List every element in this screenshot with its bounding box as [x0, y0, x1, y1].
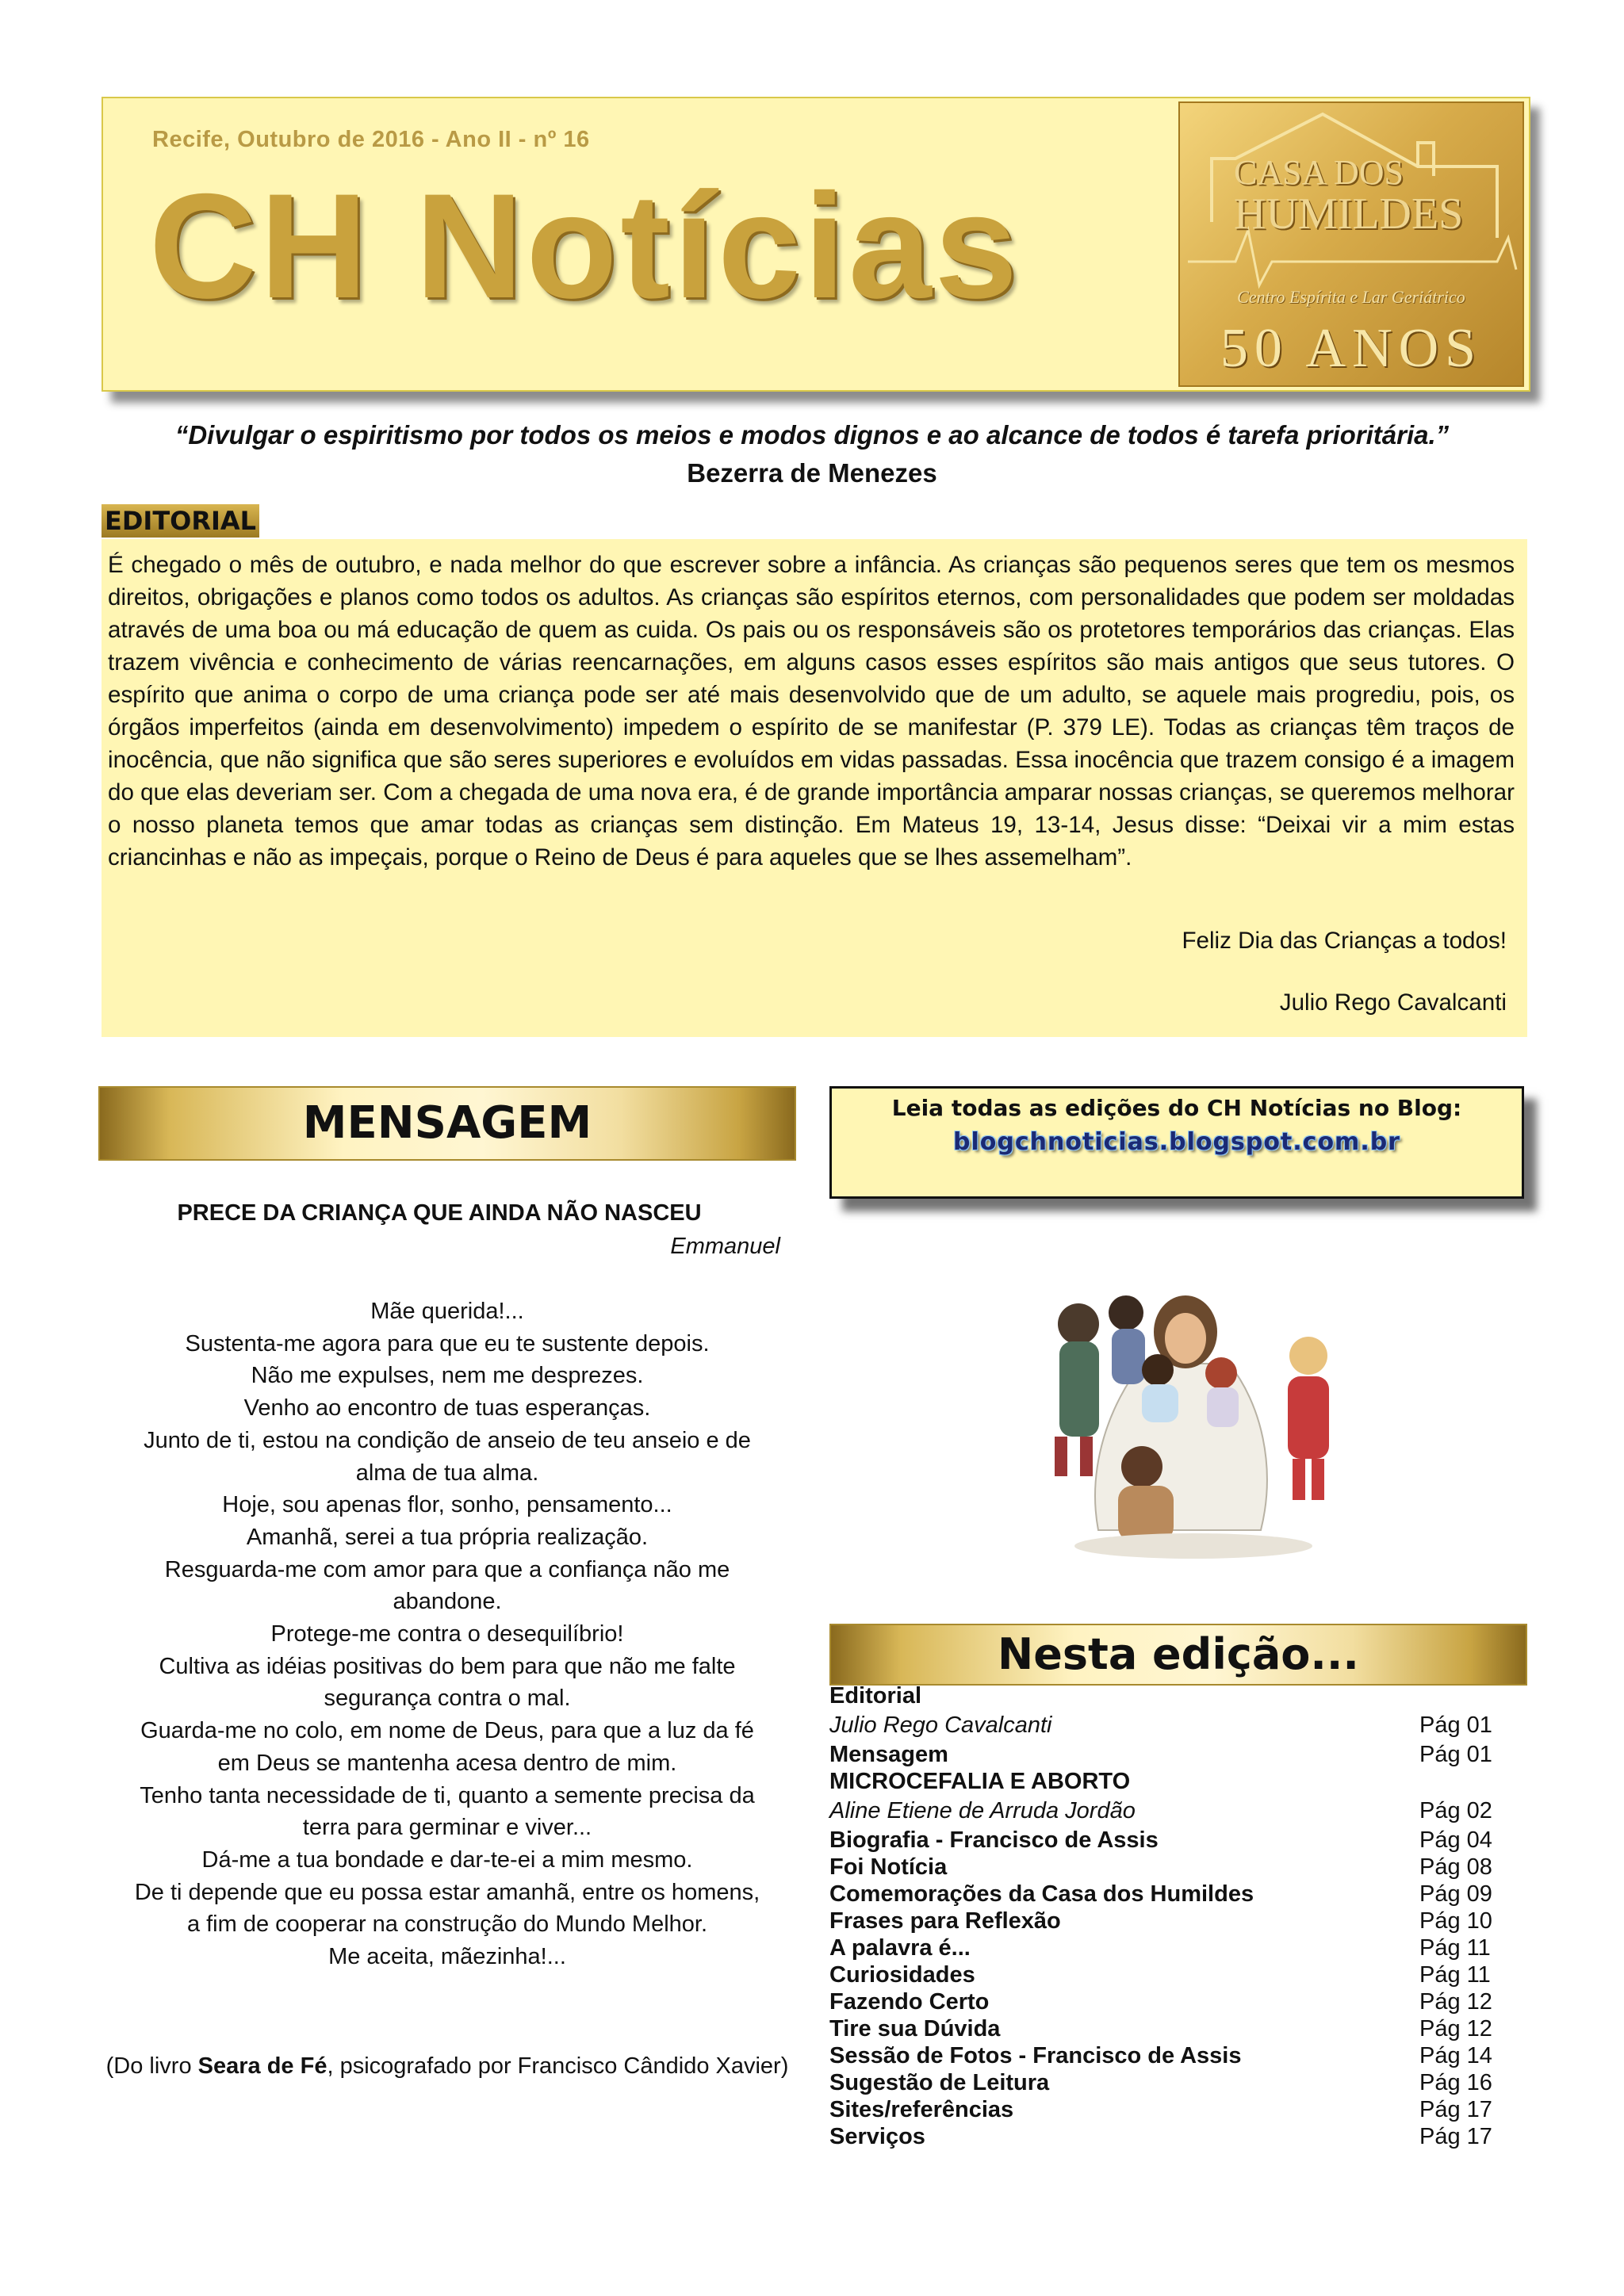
prayer-line: Resguarda-me com amor para que a confiança não me: [164, 1556, 730, 1582]
epigraph-author: Bezerra de Menezes: [687, 458, 937, 488]
editorial-body: É chegado o mês de outubro, e nada melhor do que escrever sobre a infância. As crianças são pequenos seres que tem os mesmos direitos, obrigações e planos como todos os adultos. As crianças são espíritos eternos, com personalidades que podem ser moldadas através de uma boa ou má educação de quem as cuida. Os pais ou os responsáveis são os protetores temporários das crianças. Elas trazem vivência e conhecimento de várias reencarnações, em alguns casos esses espíritos são mais antigos que seus tutores. O espírito que anima o corpo de uma criança pode ser até mais desenvolvido que de um adulto, se aquele mais progrediu, pois, os órgãos imperfeitos (ainda em desenvolvimento) impedem o espírito de se manifestar (P. 379 LE). Todas as crianças têm traços de inocência, que não significa que são seres superiores e evoluídos em vidas passadas. Essa inocência que trazem consigo é a imagem do que elas deveriam ser. Com a chegada de uma nova era, é de grande importância amparar nossas crianças, se queremos melhorar o nosso planeta temos que amar todas as crianças sem distinção. Em Mateus 19, 13-14, Jesus disse: “Deixai vir a mim estas criancinhas e não as impeçais, porque o Reino de Deus é para aqueles que se lhes assemelham”.: [108, 552, 1515, 871]
contents-item-label: Sites/referências: [829, 2097, 1014, 2122]
editorial-signature: Julio Rego Cavalcanti: [1279, 989, 1507, 1016]
contents-item: [829, 2123, 1511, 2150]
contents-item-label: Julio Rego Cavalcanti: [829, 1712, 1052, 1738]
contents-item-label: Biografia - Francisco de Assis: [829, 1827, 1159, 1853]
contents-item-label: Foi Notícia: [829, 1854, 948, 1880]
contents-item-label: Tire sua Dúvida: [829, 2016, 1001, 2042]
prayer-line: em Deus se mantenha acesa dentro de mim.: [217, 1750, 677, 1776]
prayer-line: Hoje, sou apenas flor, sonho, pensamento...: [222, 1492, 672, 1518]
logo-anniversary: 50 ANOS: [1220, 318, 1483, 379]
contents-item-label: Sessão de Fotos - Francisco de Assis: [829, 2043, 1242, 2068]
contents-item-label: Aline Etiene de Arruda Jordão: [829, 1798, 1136, 1823]
prayer-line: a fim de cooperar na construção do Mundo Melhor.: [186, 1911, 708, 1938]
contents-heading: Nesta edição...: [829, 1624, 1527, 1686]
prayer-line: Guarda-me no colo, em nome de Deus, para que a luz da fé: [140, 1718, 754, 1744]
contents-item-page: Pág 12: [1419, 2016, 1492, 2042]
source-suffix: , psicografado por Francisco Cândido Xavier): [327, 2053, 789, 2079]
contents-item: [829, 1988, 1511, 2015]
contents-item-page: Pág 14: [1419, 2043, 1492, 2068]
contents-item-page: Pág 11: [1419, 1935, 1491, 1961]
prayer-line: abandone.: [393, 1589, 502, 1615]
contents-item-label: Mensagem: [829, 1742, 948, 1767]
jesus-with-children-illustration: [1023, 1269, 1364, 1567]
prayer-title: PRECE DA CRIANÇA QUE AINDA NÃO NASCEU: [177, 1200, 702, 1226]
contents-item: [829, 1854, 1511, 1881]
contents-item-page: Pág 08: [1419, 1854, 1492, 1880]
prayer-line: Protege-me contra o desequilíbrio!: [270, 1621, 624, 1647]
prayer-line: De ti depende que eu possa estar amanhã, entre os homens,: [134, 1879, 760, 1905]
contents-item-label: Comemorações da Casa dos Humildes: [829, 1881, 1254, 1907]
contents-item: [829, 1768, 1511, 1795]
prayer-line: Cultiva as idéias positivas do bem para que não me falte: [159, 1653, 736, 1679]
masthead-banner: [102, 97, 1530, 392]
logo-line-1: CASA DOS: [1234, 153, 1404, 192]
contents-item-page: Pág 12: [1419, 1989, 1492, 2015]
contents-item: [829, 1908, 1511, 1934]
contents-item: [829, 1682, 1511, 1709]
prayer-line: Venho ao encontro de tuas esperanças.: [243, 1395, 651, 1422]
prayer-line: segurança contra o mal.: [324, 1686, 571, 1712]
contents-item-page: Pág 10: [1419, 1908, 1492, 1934]
prayer-text: [98, 1295, 796, 1973]
source-prefix: (Do livro: [105, 2053, 198, 2079]
contents-item-page: Pág 02: [1419, 1798, 1492, 1823]
prayer-line: Dá-me a tua bondade e dar-te-ei a mim mesmo.: [201, 1846, 693, 1873]
contents-item: [829, 1934, 1511, 1961]
contents-item: [829, 1827, 1511, 1854]
prayer-line: Junto de ti, estou na condição de anseio de teu anseio e de: [144, 1427, 751, 1453]
contents-item-label: Fazendo Certo: [829, 1989, 990, 2015]
contents-item-page: Pág 09: [1419, 1881, 1492, 1907]
contents-item-label: Sugestão de Leitura: [829, 2070, 1050, 2095]
prayer-line: Mãe querida!...: [370, 1299, 524, 1324]
logo-line-2: HUMILDES: [1234, 189, 1464, 239]
mensagem-heading: MENSAGEM: [98, 1086, 796, 1161]
prayer-author: Emmanuel: [670, 1234, 780, 1259]
blog-intro: Leia todas as edições do CH Notícias no Blog:: [891, 1095, 1462, 1121]
logo-subtitle: Centro Espírita e Lar Geriátrico: [1237, 287, 1465, 307]
source-book: Seara de Fé: [197, 2053, 327, 2079]
issue-dateline: Recife, Outubro de 2016 - Ano II - nº 16: [152, 127, 590, 152]
editorial-label: EDITORIAL: [102, 504, 259, 538]
contents-item-page: Pág 11: [1419, 1962, 1491, 1988]
prayer-line: Me aceita, mãezinha!...: [328, 1944, 566, 1970]
table-of-contents: [829, 1682, 1511, 2150]
casa-dos-humildes-logo: [1178, 101, 1524, 387]
contents-item: [829, 2069, 1511, 2096]
contents-item-label: Serviços: [829, 2124, 925, 2149]
prayer-line: alma de tua alma.: [355, 1460, 539, 1486]
contents-item-label: Editorial: [829, 1683, 922, 1709]
newsletter-title: CH Notícias: [149, 163, 1021, 329]
contents-item-page: Pág 17: [1419, 2124, 1492, 2149]
contents-item-label: MICROCEFALIA E ABORTO: [829, 1769, 1131, 1794]
editorial-box: [102, 539, 1527, 1037]
epigraph-quote: “Divulgar o espiritismo por todos os meios e modos dignos e ao alcance de todos é tarefa prioritária.”: [174, 420, 1450, 450]
prayer-line: terra para germinar e viver...: [302, 1815, 592, 1841]
contents-item: [829, 1961, 1511, 1988]
prayer-line: Tenho tanta necessidade de ti, quanto a semente precisa da: [140, 1782, 755, 1808]
contents-item-page: Pág 01: [1419, 1712, 1492, 1738]
contents-item: [829, 2096, 1511, 2123]
contents-item: [829, 1881, 1511, 1908]
prayer-line: Amanhã, serei a tua própria realização.: [246, 1524, 649, 1550]
contents-item-page: Pág 01: [1419, 1742, 1492, 1767]
contents-item: [829, 1795, 1511, 1827]
contents-item-page: Pág 04: [1419, 1827, 1492, 1853]
contents-item-page: Pág 17: [1419, 2097, 1492, 2122]
contents-item: [829, 1709, 1511, 1741]
blog-callout: [829, 1086, 1524, 1199]
contents-item-label: Curiosidades: [829, 1962, 975, 1988]
contents-item-label: A palavra é...: [829, 1935, 971, 1961]
contents-item: [829, 1741, 1511, 1768]
prayer-line: Não me expulses, nem me desprezes.: [251, 1363, 644, 1389]
contents-item-page: Pág 16: [1419, 2070, 1492, 2095]
prayer-source: [98, 2050, 796, 2082]
editorial-closing: Feliz Dia das Crianças a todos!: [1182, 928, 1507, 954]
prayer-line: Sustenta-me agora para que eu te sustente depois.: [185, 1330, 710, 1357]
contents-item: [829, 2042, 1511, 2069]
blog-link[interactable]: blogchnoticias.blogspot.com.br: [953, 1128, 1400, 1156]
contents-item-label: Frases para Reflexão: [829, 1908, 1061, 1934]
contents-item: [829, 2015, 1511, 2042]
